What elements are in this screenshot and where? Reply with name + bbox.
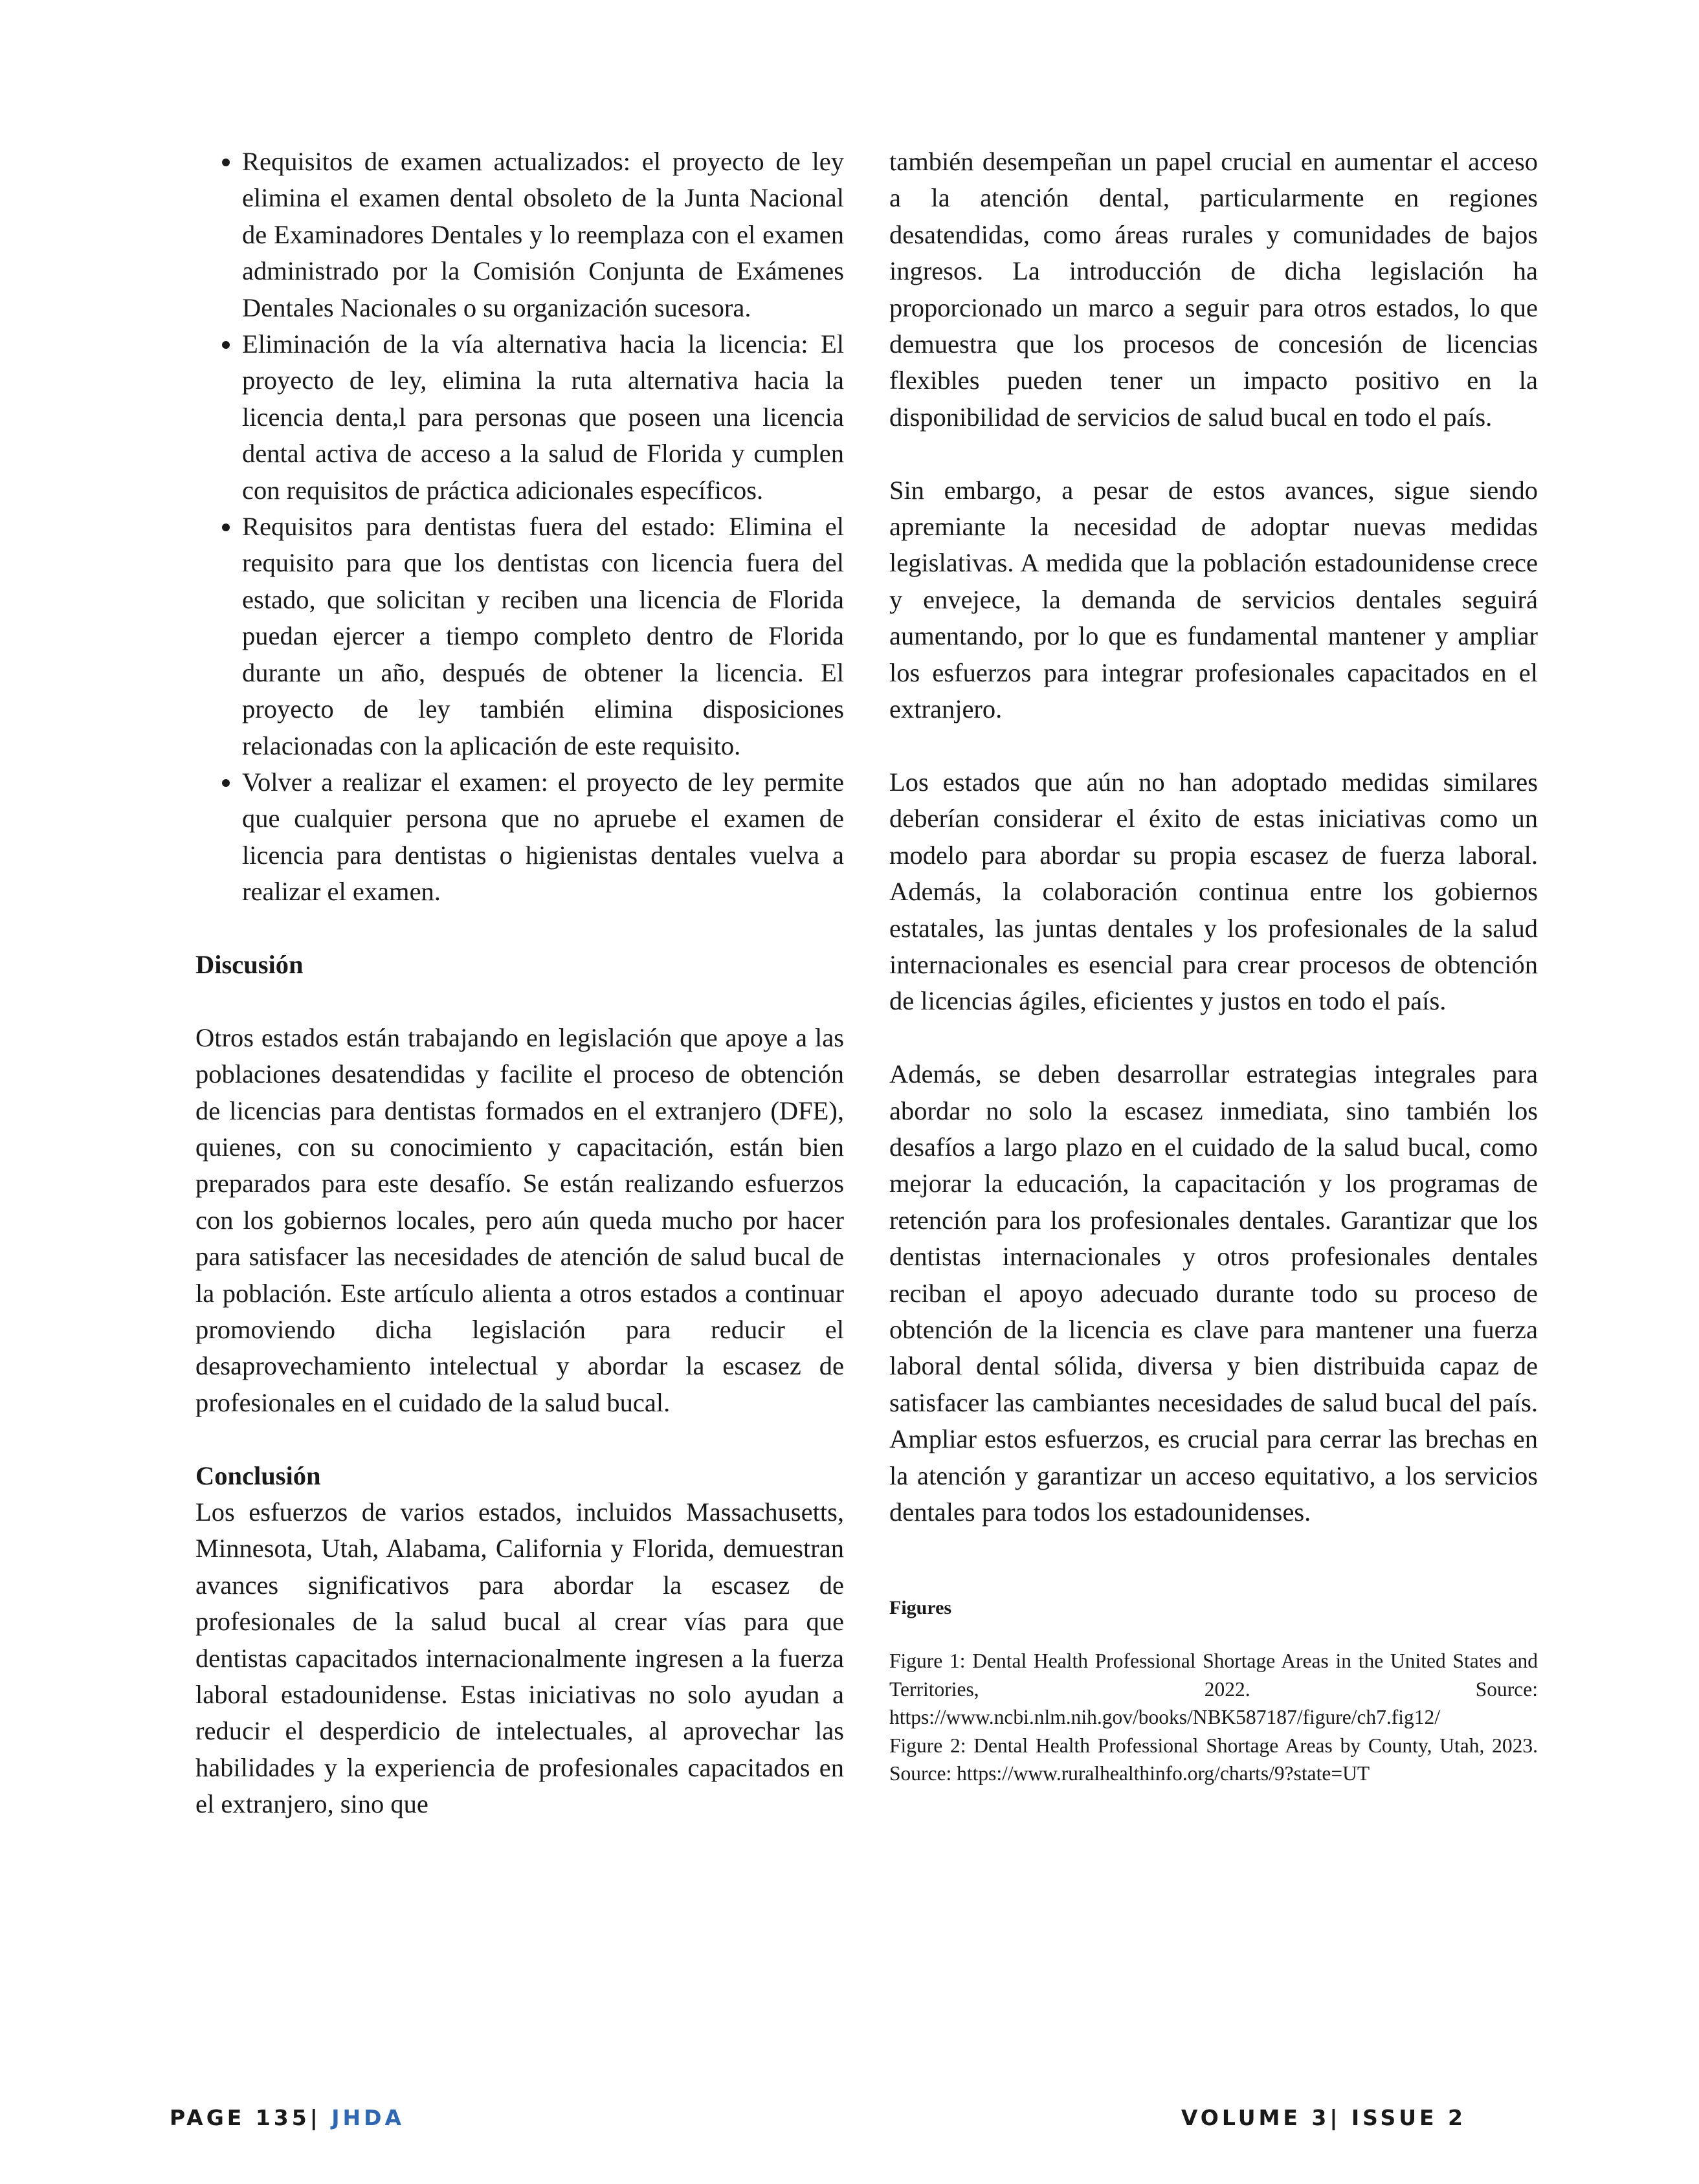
volume-issue: VOLUME 3| ISSUE 2 <box>1181 2105 1466 2130</box>
right-column <box>889 144 1538 1788</box>
figure-caption: Figure 1: Dental Health Professional Shortage Areas in the United States and Territories, 2022. Source: https://www.ncbi.nlm.nih.gov/books/NBK587187/figure/ch7.fig12/ <box>889 1649 1538 1729</box>
list-item: • Requisitos para dentistas fuera del estado: Elimina el requisito para que los dentistas con licencia fuera del estado, que solicitan y reciben una licencia de Florida puedan ejercer a tiempo completo dentro de Florida durante un año, después de obtener la licencia. El proyecto de ley también elimina disposiciones relacionadas con la aplicación de este requisito. <box>242 509 844 764</box>
conclusion-paragraph: Los esfuerzos de varios estados, incluidos Massachusetts, Minnesota, Utah, Alabama, California y Florida, demuestran avances significativos para abordar la escasez de profesionales de la salud bucal al crear vías para que dentistas capacitados internacionalmente ingresen a la fuerza laboral estadounidense. Estas iniciativas no solo ayudan a reducir el desperdicio de intelectuales, al aprovechar las habilidades y la experiencia de profesionales capacitados en el extranjero, sino que <box>195 1497 844 1819</box>
list-item: • Requisitos de examen actualizados: el proyecto de ley elimina el examen dental obsoleto de la Junta Nacional de Examinadores Dentales y lo reemplaza con el examen administrado por la Comisión Conjunta de Exámenes Dentales Nacionales o su organización sucesora. <box>242 144 844 326</box>
left-column <box>195 144 844 1823</box>
body-paragraph: Sin embargo, a pesar de estos avances, sigue siendo apremiante la necesidad de adoptar nuevas medidas legislativas. A medida que la población estadounidense crece y envejece, la demanda de servicios dentales seguirá aumentando, por lo que es fundamental mantener y ampliar los esfuerzos para integrar profesionales capacitados en el extranjero. <box>889 475 1538 724</box>
discussion-paragraph: Otros estados están trabajando en legislación que apoye a las poblaciones desatendidas y facilite el proceso de obtención de licencias para dentistas formados en el extranjero (DFE), quienes, con su conocimiento y capacitación, están bien preparados para este desafío. Se están realizando esfuerzos con los gobiernos locales, pero aún queda mucho por hacer para satisfacer las necesidades de atención de salud bucal de la población. Este artículo alienta a otros estados a continuar promoviendo dicha legislación para reducir el desaprovechamiento intelectual y abordar la escasez de profesionales en el cuidado de la salud bucal. <box>195 1022 844 1417</box>
figures-heading: Figures <box>889 1597 952 1619</box>
list-item: • Volver a realizar el examen: el proyecto de ley permite que cualquier persona que no apruebe el examen de licencia para dentistas o higienistas dentales vuelva a realizar el examen. <box>242 764 844 910</box>
discussion-heading: Discusión <box>195 949 304 979</box>
journal-name: JHDA <box>331 2105 405 2130</box>
list-item: • Eliminación de la vía alternativa hacia la licencia: El proyecto de ley, elimina la ruta alternativa hacia la licencia denta,l para personas que poseen una licencia dental activa de acceso a la salud de Florida y cumplen con requisitos de práctica adicionales específicos. <box>242 326 844 509</box>
page-number: PAGE 135| <box>170 2105 321 2130</box>
figure-caption: Figure 2: Dental Health Professional Shortage Areas by County, Utah, 2023. Source: https://www.ruralhealthinfo.org/charts/9?state=UT <box>889 1734 1538 1785</box>
body-paragraph: Los estados que aún no han adoptado medidas similares deberían considerar el éxito de estas iniciativas como un modelo para abordar su propia escasez de fuerza laboral. Además, la colaboración continua entre los gobiernos estatales, las juntas dentales y los profesionales de la salud internacionales es esencial para crear procesos de obtención de licencias ágiles, eficientes y justos en todo el país. <box>889 767 1538 1016</box>
body-paragraph: Además, se deben desarrollar estrategias integrales para abordar no solo la escasez inmediata, sino también los desafíos a largo plazo en el cuidado de la salud bucal, como mejorar la educación, la capacitación y los programas de retención para los profesionales dentales. Garantizar que los dentistas internacionales y otros profesionales dentales reciban el apoyo adecuado durante todo su proceso de obtención de la licencia es clave para mantener una fuerza laboral dental sólida, diversa y bien distribuida capaz de satisfacer las cambiantes necesidades de salud bucal del país. Ampliar estos esfuerzos, es crucial para cerrar las brechas en la atención y garantizar un acceso equitativo, a los servicios dentales para todos los estadounidenses. <box>889 1059 1538 1527</box>
page-footer-left <box>170 2105 405 2130</box>
body-paragraph: también desempeñan un papel crucial en aumentar el acceso a la atención dental, particularmente en regiones desatendidas, como áreas rurales y comunidades de bajos ingresos. La introducción de dicha legislación ha proporcionado un marco a seguir para otros estados, lo que demuestra que los procesos de concesión de licencias flexibles pueden tener un impacto positivo en la disponibilidad de servicios de salud bucal en todo el país. <box>889 147 1538 432</box>
bill-changes-list <box>195 144 844 910</box>
conclusion-heading: Conclusión <box>195 1461 321 1490</box>
